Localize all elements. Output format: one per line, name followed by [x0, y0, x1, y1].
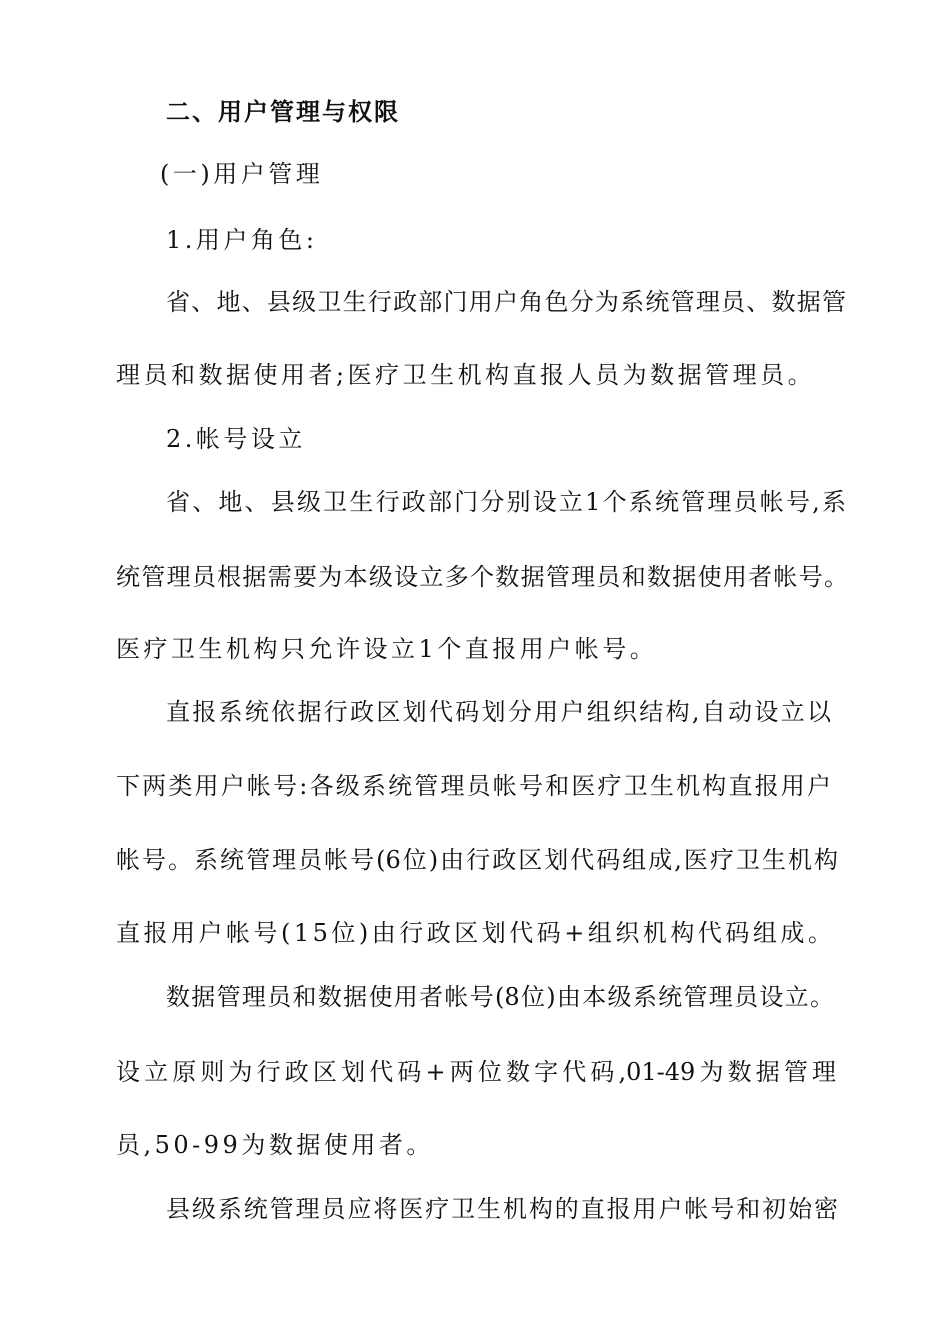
item-1-title: 1.用户角色: — [166, 226, 318, 254]
account-paragraph-2-line-3: 帐号。系统管理员帐号(6位)由行政区划代码组成,医疗卫生机构 — [116, 846, 838, 874]
account-paragraph-2-line-2: 下两类用户帐号:各级系统管理员帐号和医疗卫生机构直报用户 — [116, 772, 831, 800]
account-paragraph-4-line-1: 县级系统管理员应将医疗卫生机构的直报用户帐号和初始密 — [166, 1195, 838, 1223]
account-paragraph-3-line-3: 员,50-99为数据使用者。 — [116, 1131, 434, 1159]
section-heading: 二、用户管理与权限 — [166, 98, 400, 126]
account-paragraph-3-line-2: 设立原则为行政区划代码+两位数字代码,01-49为数据管理 — [116, 1058, 836, 1086]
account-paragraph-2-line-4: 直报用户帐号(15位)由行政区划代码+组织机构代码组成。 — [116, 919, 836, 947]
account-paragraph-1-line-2: 统管理员根据需要为本级设立多个数据管理员和数据使用者帐号。 — [116, 563, 848, 591]
account-paragraph-2-line-1: 直报系统依据行政区划代码划分用户组织结构,自动设立以 — [166, 698, 831, 726]
item-1-paragraph-line-1: 省、地、县级卫生行政部门用户角色分为系统管理员、数据管 — [166, 288, 846, 316]
account-paragraph-3-line-1: 数据管理员和数据使用者帐号(8位)由本级系统管理员设立。 — [166, 983, 834, 1011]
item-2-title: 2.帐号设立 — [166, 425, 306, 453]
account-paragraph-1-line-1: 省、地、县级卫生行政部门分别设立1个系统管理员帐号,系 — [166, 488, 846, 516]
item-1-paragraph-line-2: 理员和数据使用者;医疗卫生机构直报人员为数据管理员。 — [116, 361, 816, 389]
account-paragraph-1-line-3: 医疗卫生机构只允许设立1个直报用户帐号。 — [116, 635, 658, 663]
subsection-heading: (一)用户管理 — [160, 160, 324, 188]
